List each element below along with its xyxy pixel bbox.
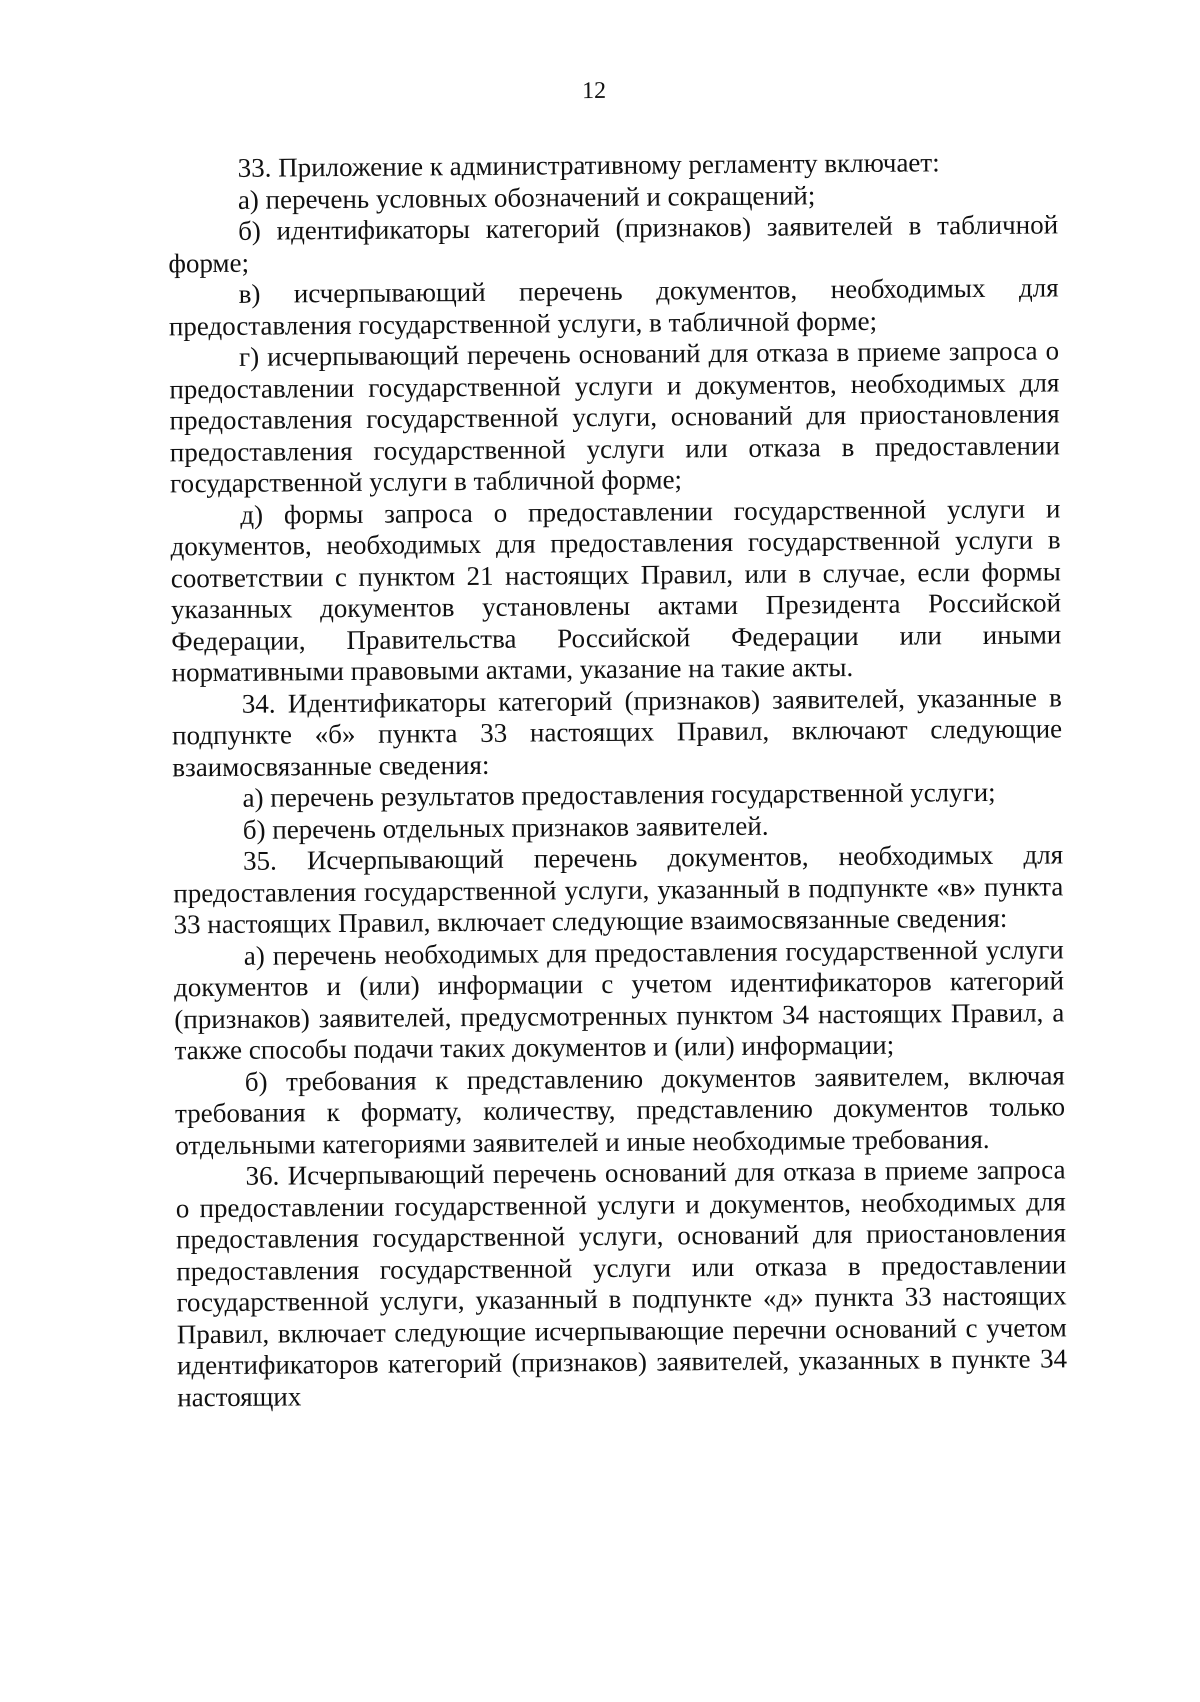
paragraph-36: 36. Исчерпывающий перечень оснований для отказа в приеме запроса о предоставлении государственной услуги и документов, необходимых для предоставления государственной услуги, оснований для приостановления предоставления государственной услуги или отказа в предоставлении государственной услуги, указанный в подпункте «д» пункта 33 настоящих Правил, включает следующие исчерпывающие перечни оснований с учетом идентификаторов категорий (признаков) заявителей, указанных в пункте 34 настоящих xyxy=(175,1154,1068,1412)
paragraph-34-b: б) перечень отдельных признаков заявителей. xyxy=(242,810,769,845)
paragraph-33-d: д) формы запроса о предоставлении государственной услуги и документов, необходимых для предоставления государственной услуги в соответствии с пунктом 21 настоящих Правил, или в случае, если формы указанных документов установлены актами Президента Российской Федерации, Правительства Российской Федерации или иными нормативными правовыми актами, указание на такие акты. xyxy=(170,492,1062,688)
document-body xyxy=(168,146,1068,1413)
page-number: 12 xyxy=(581,77,607,105)
paragraph-33-g: г) исчерпывающий перечень оснований для отказа в приеме запроса о предоставлении государственной услуги и документов, необходимых для предоставления государственной услуги, оснований для приостановления предоставления государственной услуги или отказа в предоставлении государственной услуги в табличной форме; xyxy=(169,335,1060,499)
paragraph-35-a: а) перечень необходимых для предоставления государственной услуги документов и (или) информации с учетом идентификаторов категорий (признаков) заявителей, предусмотренных пунктом 34 настоящих Правил, а также способы подачи таких документов и (или) информации; xyxy=(173,933,1065,1066)
paragraph-35: 35. Исчерпывающий перечень документов, необходимых для предоставления государственной услуги, указанный в подпункте «в» пункта 33 настоящих Правил, включает следующие взаимосвязанные сведения: xyxy=(173,839,1064,940)
paragraph-34: 34. Идентификаторы категорий (признаков) заявителей, указанные в подпункте «б» пункта 33 настоящих Правил, включают следующие взаимосвязанные сведения: xyxy=(171,681,1063,782)
paragraph-33-v: в) исчерпывающий перечень документов, необходимых для предоставления государственной услуги, в табличной форме; xyxy=(168,272,1059,341)
paragraph-34-a: а) перечень результатов предоставления государственной услуги; xyxy=(242,776,996,813)
paragraph-33: 33. Приложение к административному регламенту включает: xyxy=(237,147,940,183)
paragraph-33-b: б) идентификаторы категорий (признаков) заявителей в табличной форме; xyxy=(168,209,1059,278)
paragraph-33-a: а) перечень условных обозначений и сокращений; xyxy=(237,179,816,215)
paragraph-35-b: б) требования к представлению документов заявителем, включая требования к формату, количеству, представлению документов только отдельными категориями заявителей и иные необходимые требования. xyxy=(174,1059,1066,1160)
